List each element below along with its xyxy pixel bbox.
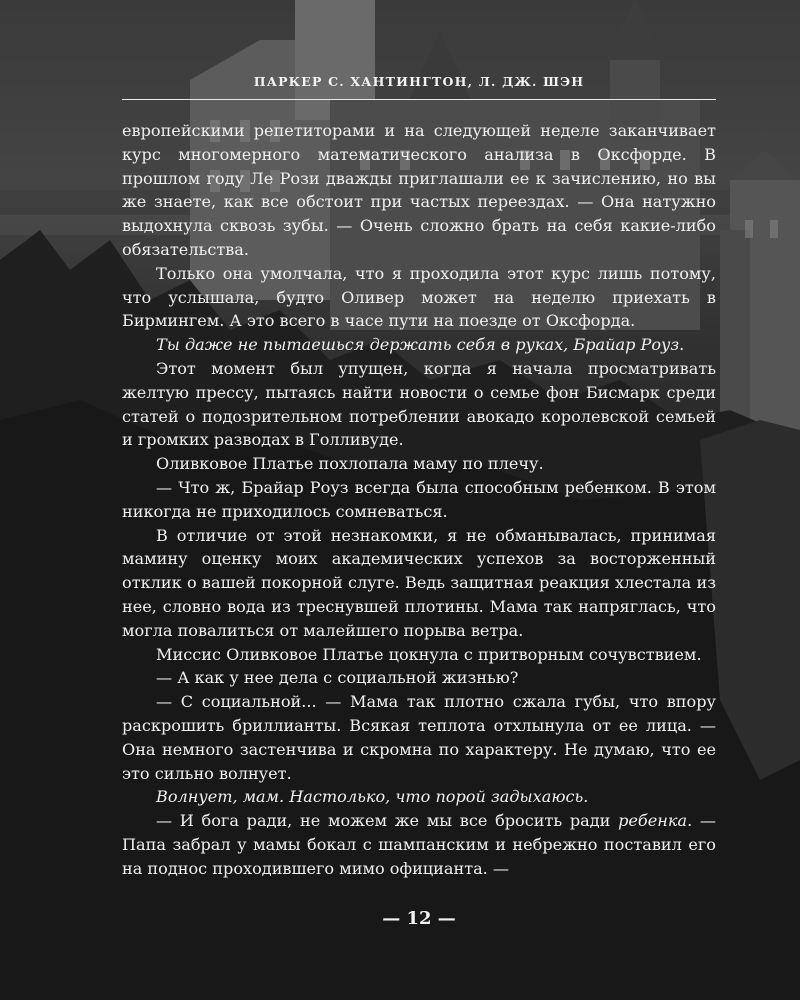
paragraph-italic-thought: Волнует, мам. Настолько, что порой задыхаюсь. bbox=[156, 787, 589, 807]
paragraph: Только она умолчала, что я проходила этот курс лишь потому, что услышала, будто Оливер может на неделю приехать в Бирмингем. А это всего в часе пути на поезде от Оксфорда. bbox=[122, 263, 716, 331]
paragraph: европейскими репетиторами и на следующей неделе заканчивает курс многомерного математического анализа в Оксфорде. В прошлом году Ле Рози дважды приглашали ее к зачислению, но вы же знаете, как все обстоит при частых переездах. — Она натужно выдохнула сквозь зубы. — Очень сложно брать на себя какие-либо обязательства. bbox=[122, 121, 716, 259]
paragraph: Оливковое Платье похлопала маму по плечу. bbox=[156, 454, 544, 474]
page-number: — 12 — bbox=[382, 908, 456, 929]
paragraph: — С социальной... — Мама так плотно сжала губы, что впору раскрошить бриллианты. Всякая теплота отхлынула от ее лица. — Она немного застенчива и скромна по характеру. Не думаю, что ее это сильно волнует. bbox=[122, 692, 716, 783]
paragraph: — Что ж, Брайар Роуз всегда была способным ребенком. В этом никогда не приходилось сомневаться. bbox=[122, 477, 716, 521]
running-header: ПАРКЕР С. ХАНТИНГТОН, Л. ДЖ. ШЭН bbox=[253, 74, 585, 89]
italic-word: ребенка bbox=[618, 811, 688, 831]
paragraph: Этот момент был упущен, когда я начала просматривать желтую прессу, пытаясь найти новости о семье фон Бисмарк среди статей о подозрительном потреблении авокадо королевской семьей и громких разводах в Голливуде. bbox=[122, 358, 716, 450]
paragraph: Миссис Оливковое Платье цокнула с притворным сочувствием. bbox=[156, 644, 702, 664]
paragraph: — А как у нее дела с социальной жизнью? bbox=[156, 668, 519, 688]
paragraph-text: . — Папа забрал у мамы бокал с шампанским и небрежно поставил его на поднос проходившего мимо официанта. — bbox=[122, 811, 717, 878]
paragraph-italic-thought: Ты даже не пытаешься держать себя в руках, Брайар Роуз. bbox=[156, 335, 685, 355]
body-text bbox=[122, 119, 716, 881]
paragraph: В отличие от этой незнакомки, я не обманывалась, принимая мамину оценку моих академических успехов за восторженный отклик о вашей покорной слуге. Ведь защитная реакция хлестала из нее, словно вода из треснувшей плотины. Мама так напряглась, что могла повалиться от малейшего порыва ветра. bbox=[122, 525, 716, 640]
paragraph bbox=[122, 809, 716, 880]
paragraph-text: — И бога ради, не можем же мы все бросить ради bbox=[156, 811, 619, 831]
header-rule bbox=[122, 99, 716, 100]
